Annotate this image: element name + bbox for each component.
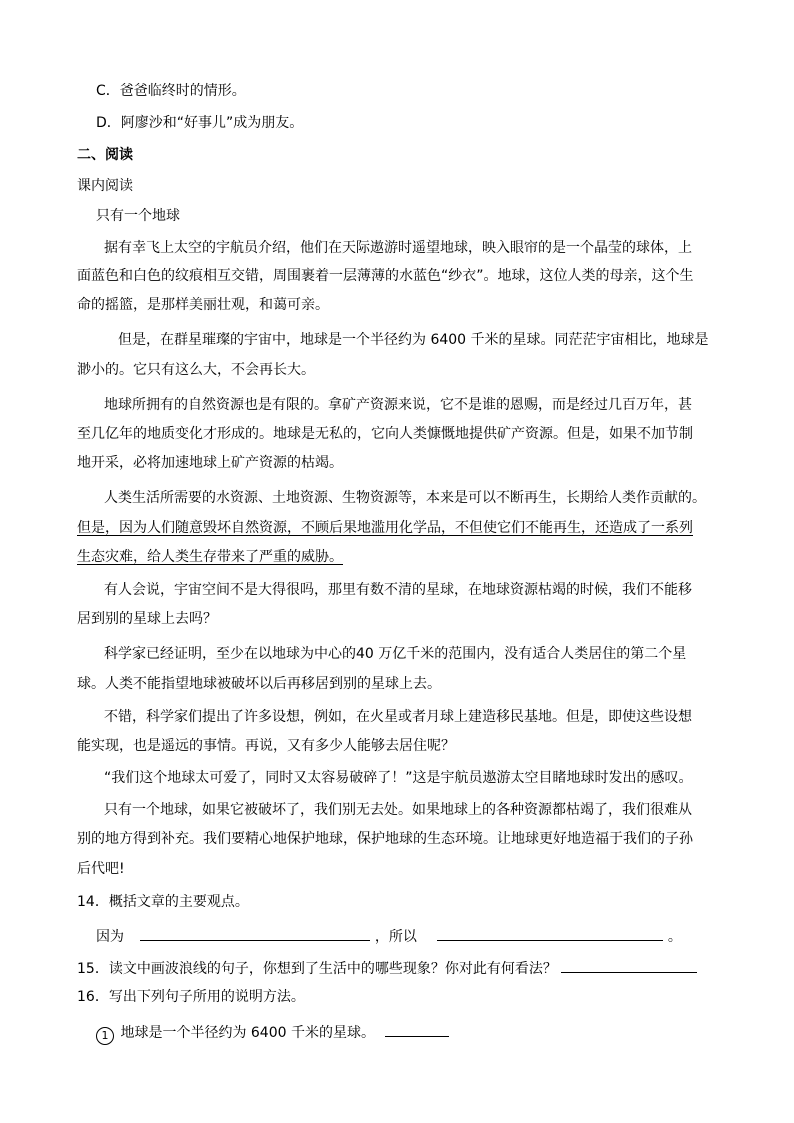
article-paragraph-7-line-2: 能实现，也是遥远的事情。再说，又有多少人能够去居住呢？ — [77, 738, 455, 754]
article-paragraph-6-line-1: 科学家已经证明，至少在以地球为中心的40 万亿千米的范围内，没有适合人类居住的第二个星 — [104, 646, 687, 662]
article-paragraph-9-line-2: 别的地方得到补充。我们要精心地保护地球，保护地球的生态环境。让地球更好地造福于我们的子孙 — [77, 831, 693, 847]
article-paragraph-3-line-3: 地开采，必将加速地球上矿产资源的枯竭。 — [77, 455, 343, 471]
section-subheading: 课内阅读 — [77, 178, 133, 194]
article-paragraph-6-line-2: 球。人类不能指望地球被破坏以后再移居到别的星球上去。 — [77, 676, 441, 692]
question-15-row — [77, 958, 697, 978]
article-paragraph-2-line-2: 渺小的。它只有这么大，不会再长大。 — [77, 362, 315, 378]
article-paragraph-9-line-3: 后代吧! — [77, 861, 125, 877]
question-15: 15．读文中画波浪线的句子，你想到了生活中的哪些现象？你对此有何看法？ — [77, 961, 557, 977]
article-paragraph-7-line-1: 不错，科学家们提出了许多设想，例如，在火星或者月球上建造移民基地。但是，即使这些设想 — [104, 709, 692, 725]
question-16: 16．写出下列句子所用的说明方法。 — [77, 989, 305, 1005]
section-heading: 二、阅读 — [77, 147, 133, 163]
wavy-underlined-sentence-line-1: 但是，因为人们随意毁坏自然资源，不顾后果地滥用化学品，不但使它们不能再生，还造成了一系列 — [77, 520, 693, 536]
question-14: 14．概括文章的主要观点。 — [77, 894, 249, 910]
question-14-answer-row — [96, 926, 682, 946]
article-paragraph-3-line-1: 地球所拥有的自然资源也是有限的。拿矿产资源来说，它不是谁的恩赐，而是经过几百万年，甚 — [104, 397, 692, 413]
q14-so-label: ，所以 — [374, 929, 417, 945]
q16-item-1-sentence: 地球是一个半径约为 6400 千米的星球。 — [120, 1025, 375, 1041]
q16-item-1-answer-blank[interactable] — [385, 1022, 449, 1037]
article-paragraph-1-line-2: 面蓝色和白色的纹痕相互交错，周围裹着一层薄薄的水蓝色“纱衣”。地球，这位人类的母亲，这个生 — [77, 268, 694, 284]
q14-answer-blank-2[interactable] — [437, 926, 663, 941]
q15-answer-blank[interactable] — [561, 958, 697, 973]
article-paragraph-3-line-2: 至几亿年的地质变化才形成的。地球是无私的，它向人类慷慨地提供矿产资源。但是，如果不加节制 — [77, 426, 693, 442]
circled-number-1: 1 — [96, 1027, 114, 1045]
article-paragraph-1-line-3: 命的摇篮，是那样美丽壮观，和蔼可亲。 — [77, 297, 329, 313]
article-paragraph-5-line-1: 有人会说，宇宙空间不是大得很吗，那里有数不清的星球，在地球资源枯竭的时候，我们不能移 — [104, 582, 692, 598]
question-16-item-1 — [96, 1022, 449, 1045]
article-paragraph-5-line-2: 居到别的星球上去吗？ — [77, 611, 217, 627]
q14-because-label: 因为 — [96, 929, 124, 945]
article-paragraph-4-line-1: 人类生活所需要的水资源、土地资源、生物资源等，本来是可以不断再生，长期给人类作贡献的。 — [104, 490, 706, 506]
article-paragraph-9-line-1: 只有一个地球，如果它被破坏了，我们别无去处。如果地球上的各种资源都枯竭了，我们很难从 — [104, 802, 692, 818]
article-paragraph-8: “我们这个地球太可爱了，同时又太容易破碎了！”这是宇航员遨游太空目睹地球时发出的感叹。 — [104, 770, 693, 786]
article-paragraph-2-line-1: 但是，在群星璀璨的宇宙中，地球是一个半径约为 6400 千米的星球。同茫茫宇宙相比，地球是 — [118, 332, 709, 348]
article-title: 只有一个地球 — [96, 208, 180, 224]
option-c: C．爸爸临终时的情形。 — [96, 83, 246, 99]
article-paragraph-1-line-1: 据有幸飞上太空的宇航员介绍，他们在天际遨游时遥望地球，映入眼帘的是一个晶莹的球体，上 — [104, 240, 692, 256]
option-d: D．阿廖沙和“好事儿”成为朋友。 — [96, 115, 304, 131]
q14-answer-blank-1[interactable] — [140, 926, 370, 941]
wavy-underlined-sentence-line-2: 生态灾难，给人类生存带来了严重的威胁。 — [77, 549, 343, 565]
q14-end-mark: 。 — [667, 929, 682, 945]
